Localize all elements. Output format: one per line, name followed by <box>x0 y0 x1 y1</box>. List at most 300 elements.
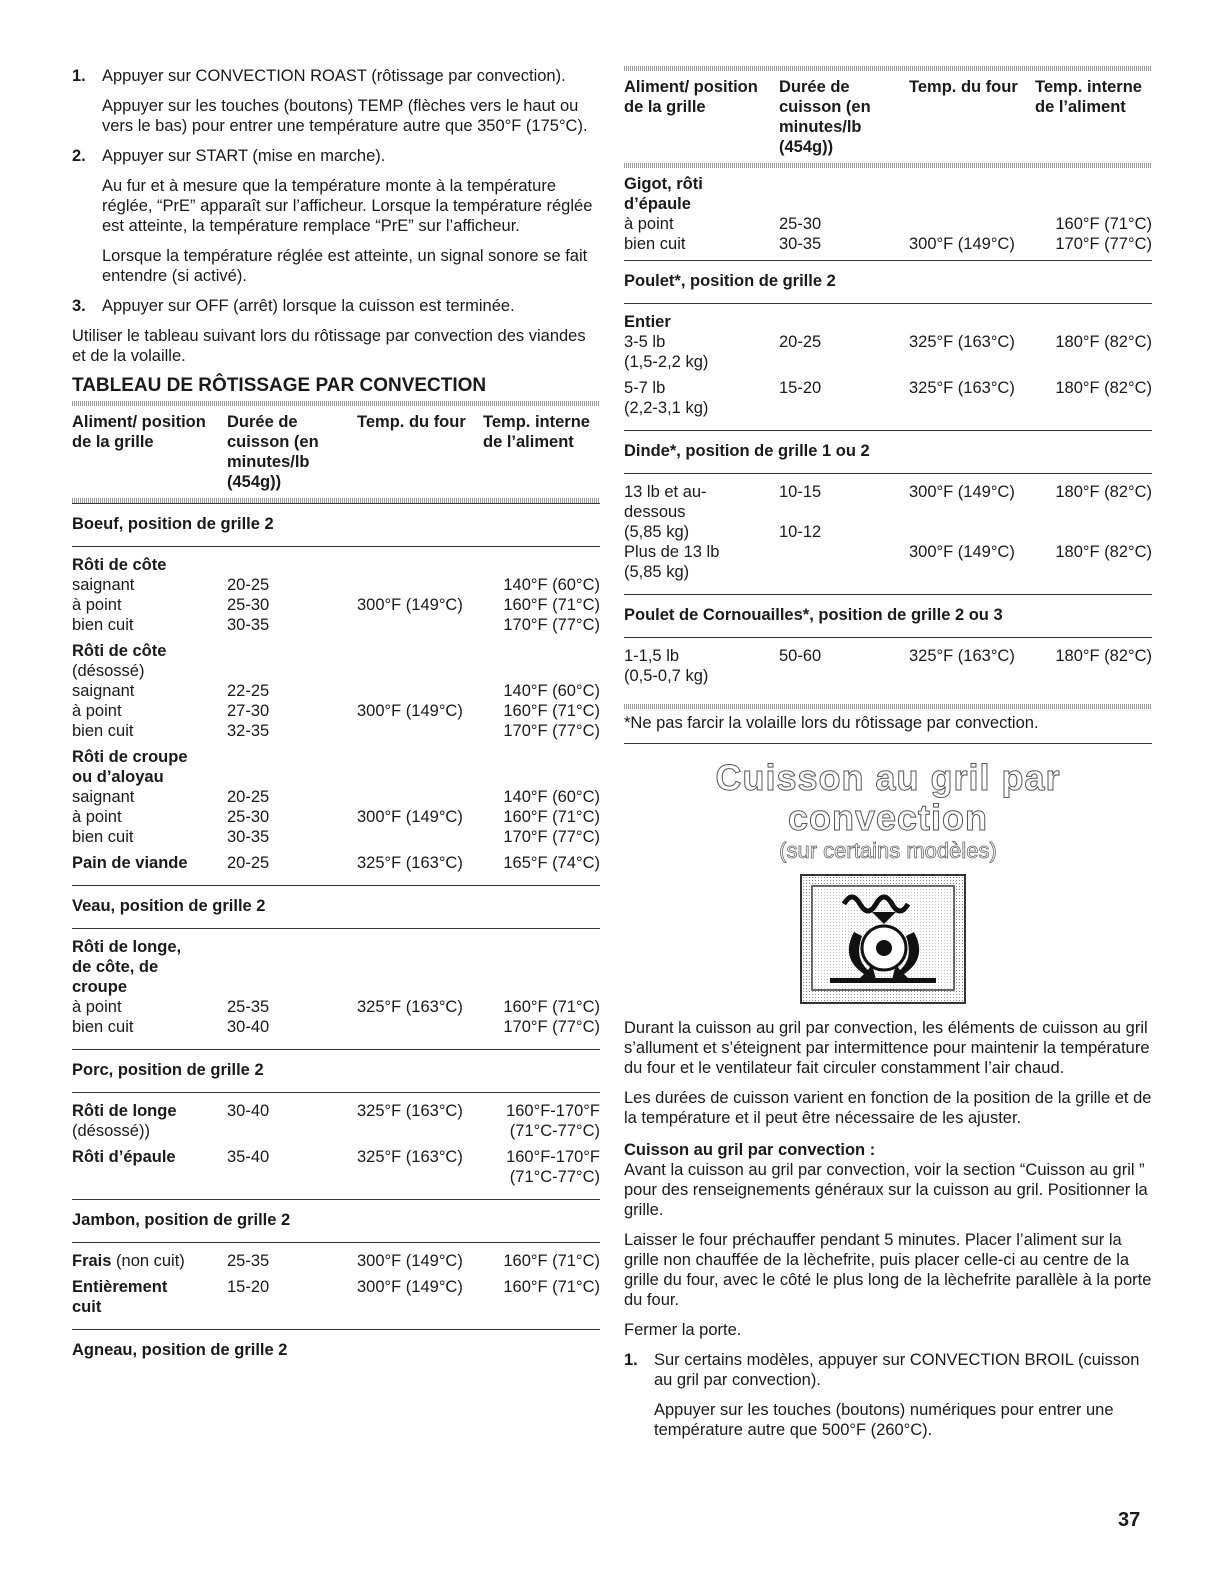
column-header: Temp. du four <box>909 78 1018 96</box>
food-label-text: Rôti de longe, <box>72 938 182 956</box>
table-row <box>72 1101 600 1141</box>
table-cell-col <box>357 641 483 741</box>
cook-time: 30-35 <box>779 235 822 253</box>
section-title: Poulet*, position de grille 2 <box>624 260 1152 303</box>
table-cell-col <box>483 937 600 1037</box>
food-label <box>624 666 779 686</box>
paragraph: Fermer la porte. <box>624 1321 742 1339</box>
internal-temp <box>1035 398 1152 418</box>
table-cell-col <box>227 853 357 873</box>
cook-time <box>227 1121 357 1141</box>
internal-temp <box>483 1297 600 1317</box>
table-cell-col <box>624 482 779 582</box>
step-text: Appuyer sur OFF (arrêt) lorsque la cuisson est terminée. <box>102 297 515 315</box>
cook-time: 32-35 <box>227 722 270 740</box>
table-row <box>72 1147 600 1187</box>
food-label <box>624 194 779 214</box>
food-label <box>624 352 779 372</box>
table-cell-col <box>72 853 227 873</box>
table-row <box>72 1277 600 1317</box>
oven-temp <box>357 787 483 807</box>
oven-temp <box>357 977 483 997</box>
step-number: 3. <box>72 297 86 315</box>
food-label-text: Frais <box>72 1252 112 1270</box>
section-title: Jambon, position de grille 2 <box>72 1199 600 1242</box>
oven-temp: 300°F (149°C) <box>357 1252 463 1270</box>
table-cell-col <box>779 174 909 254</box>
table-cell-col <box>779 646 909 686</box>
table-header <box>624 71 1152 163</box>
table-cell-col <box>357 1101 483 1141</box>
cook-time <box>227 977 357 997</box>
internal-temp <box>1035 352 1152 372</box>
table-cell-col <box>357 937 483 1037</box>
oven-illustration <box>800 874 966 1004</box>
food-label-text: de côte, de <box>72 958 159 976</box>
oven-temp: 300°F (149°C) <box>909 543 1015 561</box>
table-cell-col <box>72 937 227 1037</box>
cook-time <box>779 562 909 582</box>
intro-text: Utiliser le tableau suivant lors du rôtissage par convection des viandes et de la volaille. <box>72 327 586 365</box>
cook-time: 15-20 <box>227 1278 270 1296</box>
food-label <box>72 767 227 787</box>
oven-temp <box>909 174 1035 194</box>
table-cell-col <box>483 555 600 635</box>
oven-temp <box>357 957 483 977</box>
food-label <box>72 575 227 595</box>
oven-temp <box>357 615 483 635</box>
internal-temp: 160°F-170°F <box>506 1102 600 1120</box>
table-cell-col <box>227 747 357 847</box>
table-cell-col <box>779 482 909 582</box>
oven-temp <box>909 398 1035 418</box>
column-header: Temp. interne de l’aliment <box>1035 78 1142 116</box>
food-label <box>72 853 227 873</box>
step-number: 2. <box>72 147 86 165</box>
section-body <box>624 637 1152 698</box>
internal-temp: 140°F (60°C) <box>503 788 600 806</box>
food-label <box>72 701 227 721</box>
section-body <box>624 303 1152 430</box>
table-cell-col <box>227 555 357 635</box>
page-number: 37 <box>1118 1509 1141 1531</box>
food-label <box>624 646 779 666</box>
section-title: Agneau, position de grille 2 <box>72 1329 600 1372</box>
section-body <box>72 546 600 885</box>
food-label <box>72 977 227 997</box>
food-label-text: 1-1,5 lb <box>624 647 680 665</box>
step-text: Lorsque la température réglée est atteinte, un signal sonore se fait entendre (si activé). <box>102 247 588 285</box>
table-cell-col <box>483 747 600 847</box>
section-subtitle: (sur certains modèles) <box>779 838 997 863</box>
cook-time: 20-25 <box>227 854 270 872</box>
table-cell-col <box>624 312 779 372</box>
cook-time: 10-12 <box>779 523 822 541</box>
food-label-text: à point <box>72 702 122 720</box>
oven-temp: 300°F (149°C) <box>909 235 1015 253</box>
food-label <box>72 937 227 957</box>
table-cell-col <box>357 555 483 635</box>
food-label <box>72 1167 227 1187</box>
food-label <box>72 997 227 1017</box>
internal-temp <box>483 661 600 681</box>
cook-time <box>227 767 357 787</box>
cook-time <box>779 666 909 686</box>
table-row <box>72 937 600 1037</box>
step-text: Appuyer sur les touches (boutons) TEMP (flèches vers le haut ou vers le bas) pour entrer une température autre que 350°F (175°C). <box>102 97 588 135</box>
paragraph: Laisser le four préchauffer pendant 5 minutes. Placer l’aliment sur la grille non chauffée de la lèchefrite, puis placer celle-ci au centre de la grille du four, avec le côté le plus long de la lèchefrite parallèle à la porte du four. <box>624 1231 1152 1309</box>
oven-temp: 300°F (149°C) <box>357 702 463 720</box>
food-label-text: saignant <box>72 576 135 594</box>
food-label-rest: (non cuit) <box>111 1252 185 1270</box>
internal-temp: 170°F (77°C) <box>503 828 600 846</box>
food-label-text: (désossé)) <box>72 1122 150 1140</box>
cook-time: 30-35 <box>227 828 270 846</box>
internal-temp <box>1035 666 1152 686</box>
section-title: Dinde*, position de grille 1 ou 2 <box>624 430 1152 473</box>
internal-temp: 180°F (82°C) <box>1055 647 1152 665</box>
food-label-text: Entier <box>624 313 671 331</box>
internal-temp <box>1035 174 1152 194</box>
cook-time: 20-25 <box>227 576 270 594</box>
oven-temp: 325°F (163°C) <box>357 1102 463 1120</box>
oven-temp <box>357 721 483 741</box>
table-cell-col <box>779 378 909 418</box>
food-label-text: cuit <box>72 1298 102 1316</box>
food-label <box>624 214 779 234</box>
column-header: Aliment/ position de la grille <box>72 413 206 451</box>
cook-time: 30-40 <box>227 1102 270 1120</box>
internal-temp: 160°F (71°C) <box>503 596 600 614</box>
internal-temp <box>1035 522 1152 542</box>
oven-temp <box>909 194 1035 214</box>
table-cell-col <box>1035 174 1152 254</box>
section-title: Porc, position de grille 2 <box>72 1049 600 1092</box>
food-label-text: croupe <box>72 978 128 996</box>
paragraph: Durant la cuisson au gril par convection, les éléments de cuisson au gril s’allument et s’éteignent par intermittence pour maintenir la température du four et le ventilateur fait circuler constamment l’air chaud. <box>624 1019 1150 1077</box>
table-cell-col <box>357 853 483 873</box>
table-cell-col <box>1035 482 1152 582</box>
cook-time <box>227 957 357 977</box>
step-text: Appuyer sur CONVECTION ROAST (rôtissage par convection). <box>102 67 566 85</box>
table-cell-col <box>72 1277 227 1317</box>
section-body <box>72 1092 600 1199</box>
oven-temp: 300°F (149°C) <box>909 483 1015 501</box>
food-label-text: Rôti d’épaule <box>72 1148 176 1166</box>
oven-temp: 325°F (163°C) <box>357 1148 463 1166</box>
food-label <box>624 482 779 502</box>
step-item <box>72 66 600 136</box>
description <box>624 1018 1152 1128</box>
internal-temp: 160°F (71°C) <box>503 1278 600 1296</box>
food-label-text: à point <box>72 596 122 614</box>
instructions <box>624 1160 1152 1340</box>
cook-time <box>779 502 909 522</box>
table-cell-col <box>72 1101 227 1141</box>
oven-temp <box>357 1121 483 1141</box>
cook-time: 22-25 <box>227 682 270 700</box>
food-label-text: bien cuit <box>624 235 686 253</box>
food-label-text: bien cuit <box>72 1018 134 1036</box>
section-body <box>72 1242 600 1329</box>
table-cell-col <box>624 378 779 418</box>
cook-time: 20-25 <box>227 788 270 806</box>
oven-fan-icon <box>800 874 966 1004</box>
oven-temp: 325°F (163°C) <box>357 854 463 872</box>
oven-temp: 300°F (149°C) <box>357 596 463 614</box>
column-header: Temp. interne de l’aliment <box>483 413 590 451</box>
food-label-text: Entièrement <box>72 1278 168 1296</box>
internal-temp: 160°F (71°C) <box>503 1252 600 1270</box>
internal-temp: 160°F (71°C) <box>1055 215 1152 233</box>
food-label-text: saignant <box>72 788 135 806</box>
section-title: Veau, position de grille 2 <box>72 885 600 928</box>
step-text: Au fur et à mesure que la température monte à la température réglée, “PrE” apparaît sur l’afficheur. Lorsque la température réglée est atteinte, la température remplace “PrE” sur l’afficheur. <box>102 177 593 235</box>
table-row <box>624 312 1152 372</box>
table-cell-col <box>779 312 909 372</box>
internal-temp <box>483 747 600 767</box>
step-item <box>72 296 600 316</box>
food-label-text: Rôti de longe <box>72 1102 177 1120</box>
food-label-text: Pain de viande <box>72 854 188 872</box>
internal-temp: 160°F (71°C) <box>503 808 600 826</box>
table-row <box>72 1251 600 1271</box>
oven-temp <box>909 312 1035 332</box>
internal-temp <box>483 977 600 997</box>
food-label-text: (désossé) <box>72 662 145 680</box>
section-body <box>624 473 1152 594</box>
cook-time <box>779 194 909 214</box>
internal-temp: 160°F (71°C) <box>503 998 600 1016</box>
right-column <box>624 66 1152 1450</box>
table-cell-col <box>227 1251 357 1271</box>
oven-temp <box>357 1167 483 1187</box>
cook-time <box>227 1297 357 1317</box>
internal-temp: 170°F (77°C) <box>503 1018 600 1036</box>
food-label <box>72 615 227 635</box>
table-cell-col <box>624 646 779 686</box>
table-cell-col <box>72 1147 227 1187</box>
table-row <box>624 482 1152 582</box>
column-header: Aliment/ position de la grille <box>624 78 758 116</box>
food-label <box>72 1017 227 1037</box>
food-label <box>72 1101 227 1121</box>
internal-temp: 165°F (74°C) <box>503 854 600 872</box>
food-label-text: Rôti de côte <box>72 642 167 660</box>
step-text: Appuyer sur START (mise en marche). <box>102 147 386 165</box>
food-label-text: 5-7 lb <box>624 379 666 397</box>
table-cell-col <box>227 641 357 741</box>
internal-temp <box>1035 502 1152 522</box>
table-cell-col <box>624 174 779 254</box>
step-number: 1. <box>72 67 86 85</box>
table-cell-col <box>227 937 357 1037</box>
food-label-text: (2,2-3,1 kg) <box>624 399 709 417</box>
cook-time: 35-40 <box>227 1148 270 1166</box>
food-label <box>624 398 779 418</box>
table-cell-col <box>909 482 1035 582</box>
food-label <box>72 595 227 615</box>
food-label-text: à point <box>72 808 122 826</box>
oven-temp <box>357 641 483 661</box>
food-label <box>72 555 227 575</box>
internal-temp: 170°F (77°C) <box>1055 235 1152 253</box>
food-label <box>624 332 779 352</box>
food-label-text: dessous <box>624 503 686 521</box>
internal-temp <box>1035 194 1152 214</box>
table-row <box>624 174 1152 254</box>
table-cell-col <box>357 1251 483 1271</box>
oven-temp <box>357 555 483 575</box>
cook-time: 20-25 <box>779 333 822 351</box>
food-label <box>72 1297 227 1317</box>
internal-temp <box>483 957 600 977</box>
oven-temp <box>909 666 1035 686</box>
cook-time <box>779 312 909 332</box>
oven-temp <box>357 937 483 957</box>
table-cell-col <box>483 641 600 741</box>
oven-temp <box>357 747 483 767</box>
internal-temp <box>483 937 600 957</box>
food-label <box>72 827 227 847</box>
table-cell-col <box>483 1147 600 1187</box>
food-label-text: (0,5-0,7 kg) <box>624 667 709 685</box>
food-label <box>624 542 779 562</box>
cook-time <box>227 747 357 767</box>
table-body <box>72 503 600 1372</box>
food-label-text: saignant <box>72 682 135 700</box>
table-row <box>624 646 1152 686</box>
internal-temp <box>483 641 600 661</box>
food-label-text: bien cuit <box>72 828 134 846</box>
food-label <box>624 562 779 582</box>
food-label <box>624 522 779 542</box>
cook-time <box>779 174 909 194</box>
internal-temp: (71°C-77°C) <box>509 1168 600 1186</box>
paragraph: Avant la cuisson au gril par convection, voir la section “Cuisson au gril ” pour des renseignements généraux sur la cuisson au gril. Positionner la grille. <box>624 1161 1148 1219</box>
oven-temp: 325°F (163°C) <box>909 333 1015 351</box>
oven-temp: 325°F (163°C) <box>909 379 1015 397</box>
internal-temp: 160°F-170°F <box>506 1148 600 1166</box>
food-label <box>624 312 779 332</box>
table-cell-col <box>483 1277 600 1317</box>
internal-temp: 170°F (77°C) <box>503 616 600 634</box>
food-label-text: bien cuit <box>72 722 134 740</box>
step-item <box>72 146 600 286</box>
food-label-text: à point <box>72 998 122 1016</box>
oven-temp: 325°F (163°C) <box>909 647 1015 665</box>
internal-temp <box>483 767 600 787</box>
food-label-text: Plus de 13 lb <box>624 543 720 561</box>
left-column <box>72 66 600 1372</box>
oven-temp <box>357 681 483 701</box>
food-label-text: Rôti de croupe <box>72 748 188 766</box>
food-label-text: à point <box>624 215 674 233</box>
table-cell-col <box>227 1147 357 1187</box>
table-row <box>72 853 600 873</box>
cook-time: 30-35 <box>227 616 270 634</box>
internal-temp: 180°F (82°C) <box>1055 483 1152 501</box>
internal-temp: 140°F (60°C) <box>503 682 600 700</box>
food-label-text: d’épaule <box>624 195 691 213</box>
cook-time <box>779 398 909 418</box>
cook-time <box>227 1167 357 1187</box>
instruction-steps <box>72 66 600 316</box>
subheading: Cuisson au gril par convection : <box>624 1141 876 1159</box>
cook-time: 25-35 <box>227 998 270 1016</box>
oven-temp <box>357 827 483 847</box>
food-label <box>72 807 227 827</box>
food-label <box>72 787 227 807</box>
table-cell-col <box>909 312 1035 372</box>
table-cell-col <box>1035 646 1152 686</box>
food-label-text: 13 lb et au- <box>624 483 707 501</box>
table-row <box>72 641 600 741</box>
oven-temp <box>909 352 1035 372</box>
cook-time <box>227 937 357 957</box>
cook-time <box>779 352 909 372</box>
internal-temp <box>1035 312 1152 332</box>
food-label <box>72 681 227 701</box>
oven-temp: 300°F (149°C) <box>357 1278 463 1296</box>
oven-temp: 325°F (163°C) <box>357 998 463 1016</box>
table-body <box>624 260 1152 698</box>
food-label <box>624 502 779 522</box>
food-label-text: ou d’aloyau <box>72 768 164 786</box>
food-label <box>72 1121 227 1141</box>
table-cell-col <box>357 747 483 847</box>
food-label <box>624 378 779 398</box>
cook-time: 27-30 <box>227 702 270 720</box>
step-text: Sur certains modèles, appuyer sur CONVECTION BROIL (cuisson au gril par convection). <box>654 1351 1140 1389</box>
oven-temp <box>909 214 1035 234</box>
internal-temp: 180°F (82°C) <box>1055 333 1152 351</box>
food-label <box>624 174 779 194</box>
food-label <box>72 1147 227 1167</box>
oven-temp <box>357 575 483 595</box>
table-cell-col <box>227 1277 357 1317</box>
oven-temp <box>909 522 1035 542</box>
cook-time: 25-30 <box>227 808 270 826</box>
table-cell-col <box>72 641 227 741</box>
cook-time: 30-40 <box>227 1018 270 1036</box>
table-cell-col <box>357 1277 483 1317</box>
food-label-text: Rôti de côte <box>72 556 167 574</box>
table-row <box>624 378 1152 418</box>
table-row <box>72 747 600 847</box>
table-cell-col <box>227 1101 357 1141</box>
food-label-text: (5,85 kg) <box>624 523 690 541</box>
food-label <box>72 747 227 767</box>
header-rule <box>624 163 1152 168</box>
column-header: Durée de cuisson (en minutes/lb (454g)) <box>779 78 871 156</box>
table-title: TABLEAU DE RÔTISSAGE PAR CONVECTION <box>72 375 487 396</box>
table-cell-col <box>72 555 227 635</box>
column-header: Durée de cuisson (en minutes/lb (454g)) <box>227 413 319 491</box>
section-title: Poulet de Cornouailles*, position de grille 2 ou 3 <box>624 594 1152 637</box>
paragraph: Les durées de cuisson varient en fonction de la position de la grille et de la température et il peut être nécessaire de les ajuster. <box>624 1089 1152 1127</box>
cook-time <box>227 555 357 575</box>
internal-temp <box>483 555 600 575</box>
oven-temp <box>357 1297 483 1317</box>
instruction-steps <box>624 1350 1152 1440</box>
table-row <box>72 555 600 635</box>
food-label-text: (1,5-2,2 kg) <box>624 353 709 371</box>
oven-temp <box>909 562 1035 582</box>
section-title: Cuisson au gril par convection <box>715 757 1061 838</box>
cook-time: 25-30 <box>779 215 822 233</box>
table-cell-col <box>72 1251 227 1271</box>
